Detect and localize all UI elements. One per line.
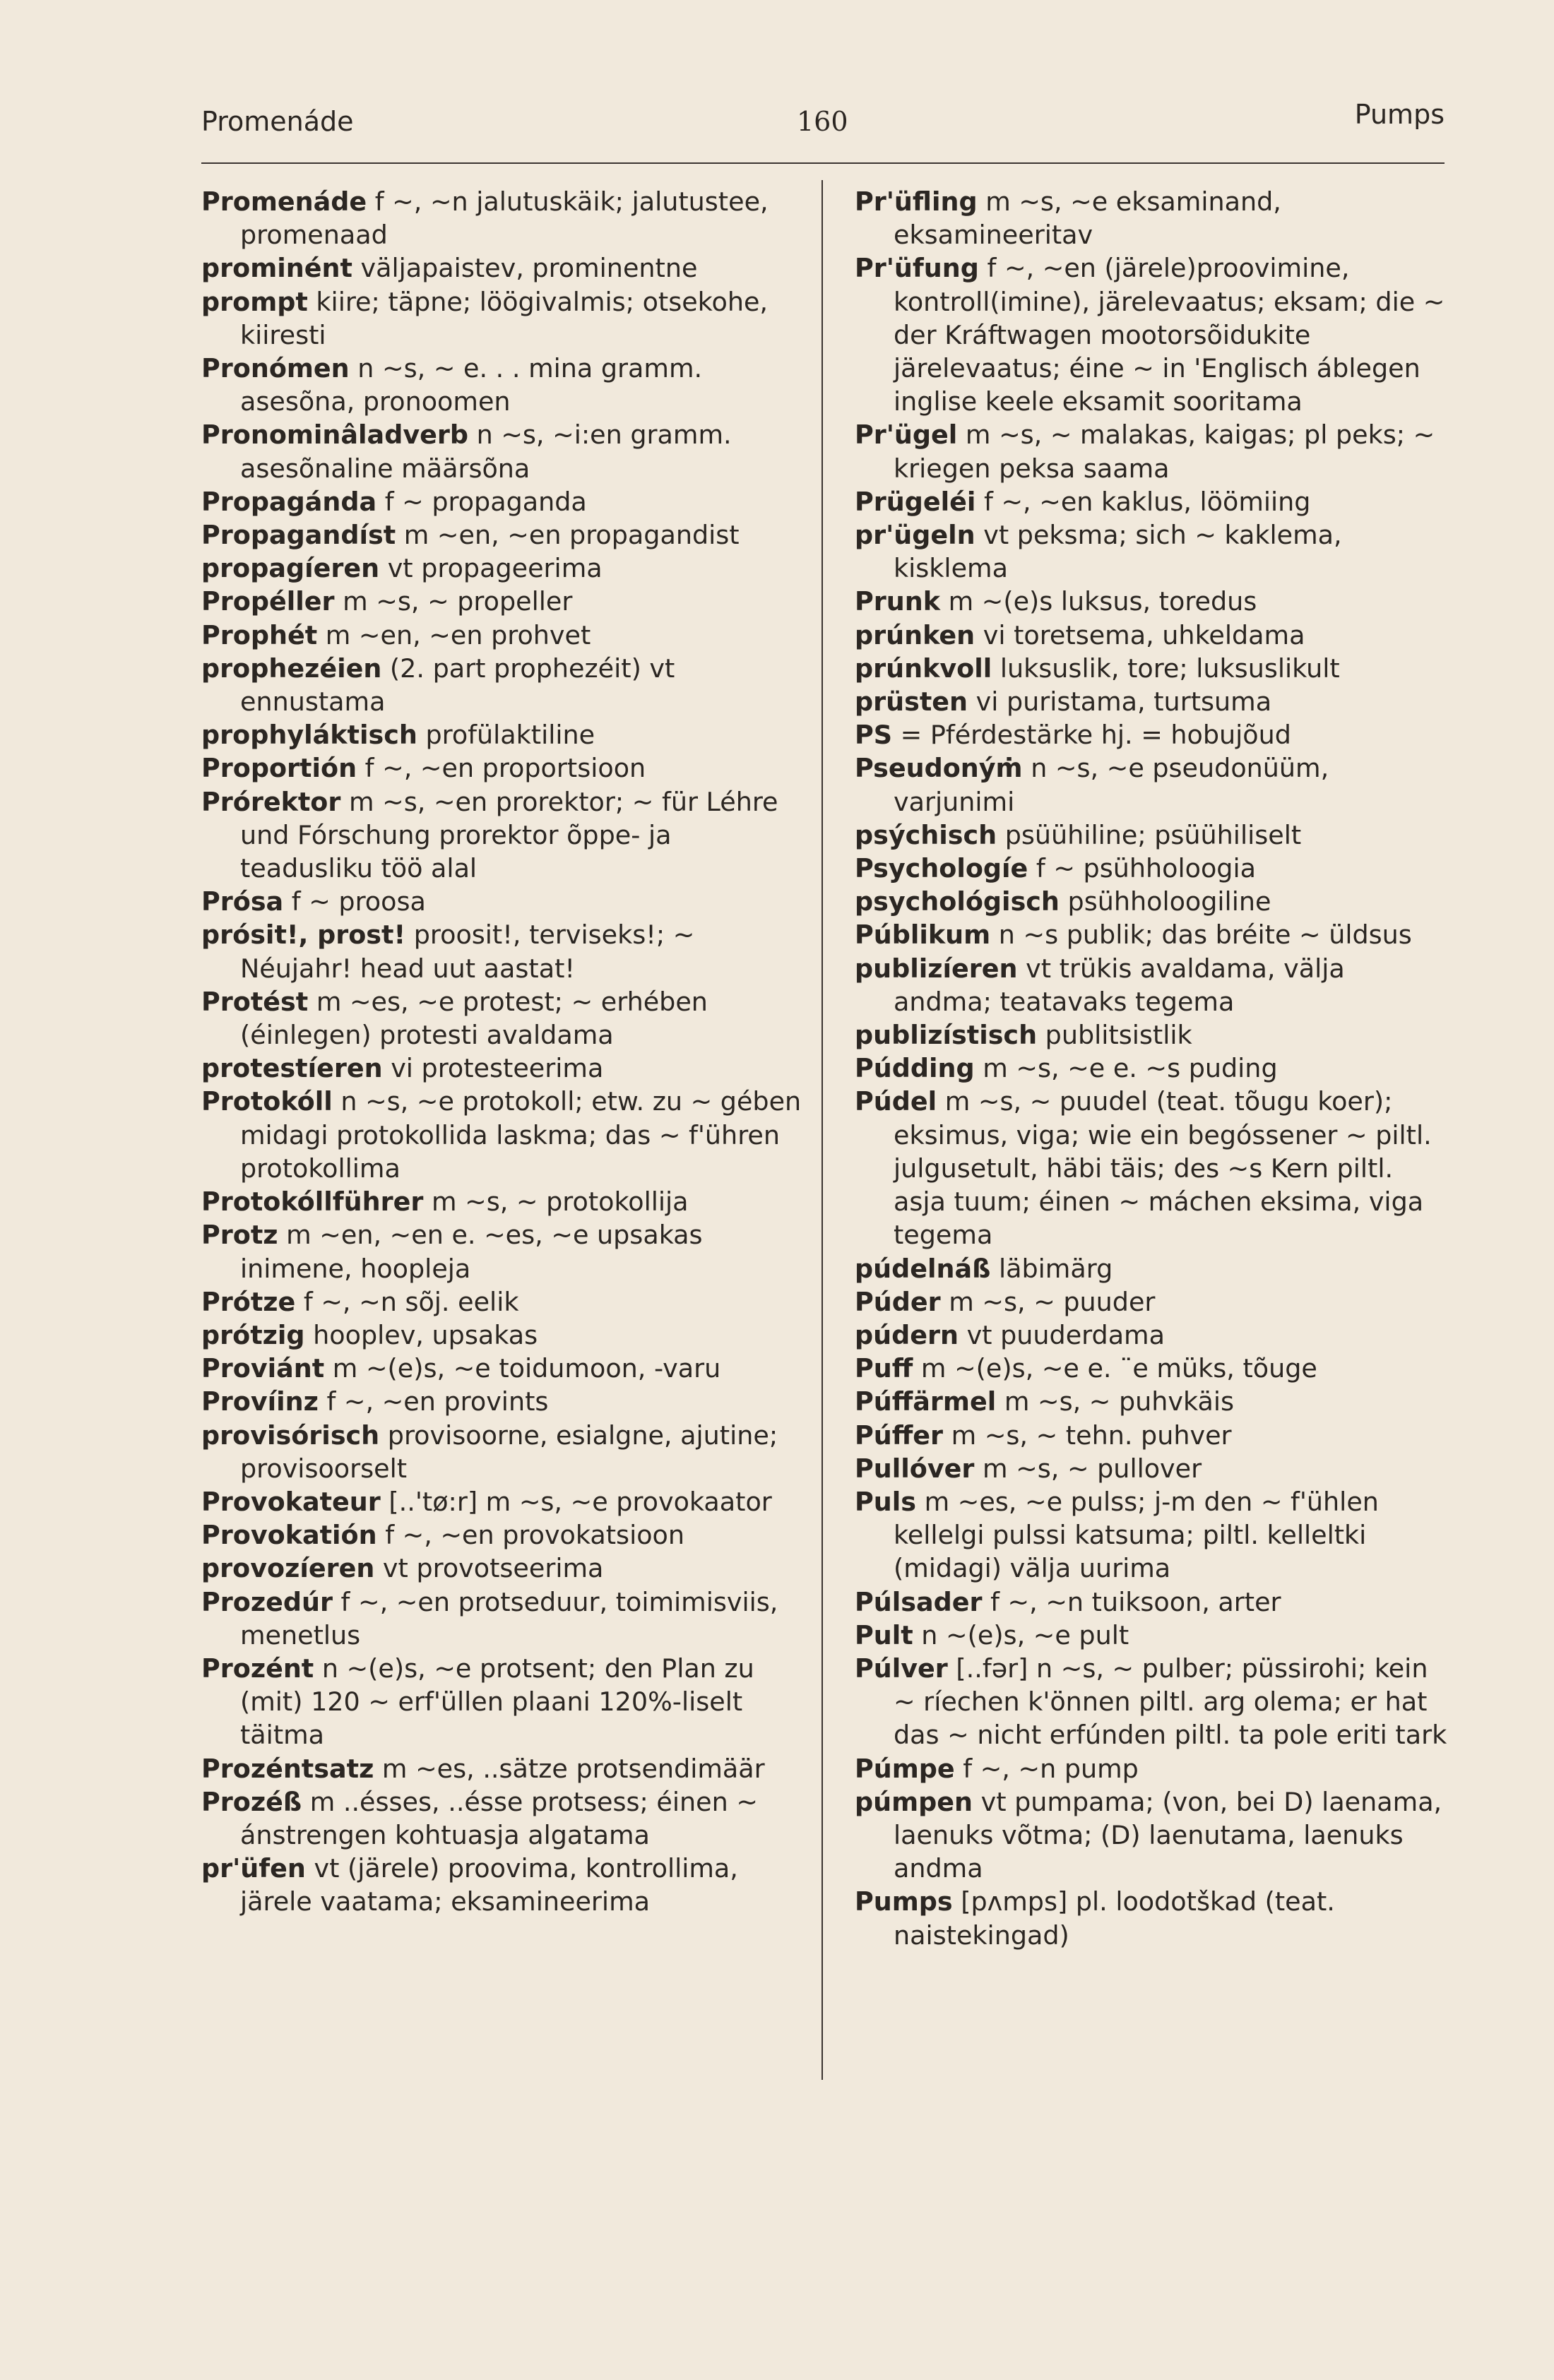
dictionary-entry [855, 1785, 1448, 1886]
dictionary-entry [855, 1385, 1448, 1418]
left-column [201, 185, 809, 1919]
dictionary-entry [201, 1352, 809, 1385]
entry-definition: f ~, ~en kaklus, löömiing [975, 486, 1311, 517]
entry-definition: n ~s, ~e protokoll; etw. zu ~ gében midagi protokollida laskma; das ~ f'ühren protokollima [240, 1086, 802, 1184]
entry-definition: proosit!, terviseks!; ~ Néujahr! head uut aastat! [240, 920, 695, 984]
dictionary-entry [855, 1652, 1448, 1752]
dictionary-entry [201, 185, 809, 251]
entry-definition: vt (järele) proovima, kontrollima, järele vaatama; eksamineerima [240, 1853, 738, 1917]
entry-headword: Prórektor [201, 786, 341, 817]
entry-definition: f ~, ~n tuiksoon, arter [982, 1586, 1281, 1617]
dictionary-entry [201, 1585, 809, 1652]
entry-definition: n ~s publik; das bréite ~ üldsus [990, 920, 1412, 951]
entry-headword: Psychologíe [855, 853, 1028, 884]
entry-headword: Prozedúr [201, 1586, 333, 1617]
entry-headword: PS [855, 720, 893, 751]
entry-headword: publizístisch [855, 1020, 1038, 1051]
entry-definition: f ~, ~en provokatsioon [376, 1520, 685, 1551]
dictionary-entry [855, 1585, 1448, 1619]
entry-definition: m ~en, ~en e. ~es, ~e upsakas inimene, hoopleja [240, 1220, 703, 1284]
entry-definition: vi protesteerima [382, 1053, 604, 1084]
entry-headword: Prósa [201, 886, 284, 917]
entry-headword: prompt [201, 286, 308, 317]
entry-headword: Prozéß [201, 1786, 302, 1817]
entry-definition: hooplev, upsakas [304, 1319, 538, 1350]
dictionary-entry [855, 485, 1448, 518]
entry-definition: vt propageerima [379, 553, 603, 584]
dictionary-entry [855, 1285, 1448, 1319]
entry-definition: f ~ proosa [283, 886, 426, 917]
entry-headword: prúnkvoll [855, 653, 992, 684]
entry-headword: Púmpe [855, 1753, 955, 1784]
entry-definition: (2. part prophezéit) vt ennustama [240, 653, 675, 718]
dictionary-entry [201, 1485, 809, 1518]
entry-definition: f ~, ~en protseduur, toimimisviis, menetlus [240, 1586, 778, 1650]
entry-headword: Pronominâladverb [201, 420, 468, 451]
dictionary-entry [201, 1385, 809, 1418]
entry-definition: f ~ psühholoogia [1028, 853, 1256, 884]
entry-headword: psychológisch [855, 886, 1060, 917]
dictionary-entry [855, 952, 1448, 1018]
dictionary-entry [201, 1785, 809, 1852]
entry-definition: väljapaistev, prominentne [352, 253, 698, 284]
dictionary-entry [201, 1752, 809, 1785]
entry-headword: Prótze [201, 1286, 296, 1317]
entry-headword: Puff [855, 1353, 913, 1384]
dictionary-entry [201, 552, 809, 585]
entry-definition: f ~, ~n pump [954, 1753, 1139, 1784]
dictionary-entry [855, 1018, 1448, 1052]
entry-headword: pr'üfen [201, 1853, 306, 1884]
entry-headword: Propéller [201, 586, 335, 617]
entry-definition: vt trükis avaldama, välja andma; teatavaks tegema [894, 953, 1345, 1017]
entry-definition: f ~, ~n sõj. eelik [295, 1286, 519, 1317]
entry-definition: m ~(e)s, ~e toidumoon, -varu [324, 1353, 721, 1384]
entry-headword: púmpen [855, 1786, 973, 1817]
entry-headword: provozíeren [201, 1553, 375, 1584]
running-head-right: Pumps [1354, 99, 1445, 130]
dictionary-entry [201, 1652, 809, 1752]
dictionary-entry [855, 1752, 1448, 1785]
dictionary-entry [201, 585, 809, 618]
entry-headword: Pseudonýṁ [855, 753, 1023, 784]
dictionary-entry [855, 685, 1448, 718]
dictionary-entry [201, 619, 809, 652]
entry-headword: Prozéntsatz [201, 1753, 374, 1784]
entry-headword: Pult [855, 1619, 913, 1650]
entry-definition: n ~s, ~e pseudonüüm, varjunimi [894, 753, 1329, 817]
dictionary-entry [201, 251, 809, 285]
dictionary-entry [201, 285, 809, 352]
entry-definition: provisoorne, esialgne, ajutine; provisoorselt [240, 1420, 778, 1484]
entry-headword: Protést [201, 986, 309, 1017]
dictionary-entry [201, 1852, 809, 1918]
dictionary-entry [855, 518, 1448, 585]
dictionary-entry [855, 819, 1448, 852]
entry-headword: Provokatión [201, 1520, 377, 1551]
entry-headword: Províinz [201, 1386, 319, 1417]
right-column [855, 185, 1448, 1952]
column-separator [822, 180, 823, 2080]
dictionary-entry [201, 885, 809, 918]
entry-definition: m ~s, ~ malakas, kaigas; pl peks; ~ kriegen peksa saama [894, 420, 1435, 484]
entry-headword: Pr'üfling [855, 186, 978, 217]
dictionary-entry [855, 852, 1448, 885]
dictionary-entry [855, 1052, 1448, 1085]
entry-definition: n ~s, ~ e. . . mina gramm. asesõna, pronoomen [240, 353, 703, 417]
entry-definition: kiire; täpne; löögivalmis; otsekohe, kiiresti [240, 286, 769, 350]
entry-headword: púdelnáß [855, 1253, 991, 1284]
entry-definition: m ~es, ..sätze protsendimäär [374, 1753, 765, 1784]
entry-headword: propagíeren [201, 553, 380, 584]
entry-definition: f ~, ~en proportsioon [357, 753, 646, 784]
dictionary-entry [855, 619, 1448, 652]
dictionary-entry [201, 1285, 809, 1319]
dictionary-entry [201, 1085, 809, 1185]
entry-headword: Proportión [201, 753, 357, 784]
entry-headword: Púdel [855, 1086, 937, 1117]
dictionary-entry [855, 885, 1448, 918]
header-rule [201, 162, 1445, 164]
dictionary-entry [855, 185, 1448, 251]
entry-headword: Protokóll [201, 1086, 333, 1117]
entry-headword: Púlver [855, 1653, 948, 1684]
dictionary-entry [855, 1885, 1448, 1951]
entry-definition: m ~s, ~ protokollija [423, 1186, 689, 1218]
entry-definition: m ~s, ~en prorektor; ~ für Léhre und Fórschung prorektor õppe- ja teadusliku töö alal [240, 786, 778, 884]
entry-headword: pr'ügeln [855, 520, 975, 551]
entry-definition: m ~s, ~ tehn. puhver [943, 1420, 1232, 1451]
dictionary-entry [201, 1218, 809, 1285]
dictionary-entry [201, 1052, 809, 1085]
page-number: 160 [797, 106, 848, 137]
entry-definition: f ~, ~en (järele)proovimine, kontroll(imine), järelevaatus; eksam; die ~ der Kráftwagen mootorsõidukite järelevaatus; éine ~ in 'Englisch áblegen inglise keele eksamit sooritama [894, 253, 1445, 417]
entry-headword: Propagánda [201, 486, 377, 517]
dictionary-entry [855, 251, 1448, 418]
entry-headword: Púder [855, 1286, 941, 1317]
entry-headword: Prügeléi [855, 486, 976, 517]
entry-definition: publitsistlik [1037, 1020, 1192, 1051]
entry-headword: Públikum [855, 920, 991, 951]
entry-headword: Prophét [201, 619, 318, 650]
dictionary-entry [855, 918, 1448, 951]
entry-definition: m ~es, ~e protest; ~ erhében (éinlegen) protesti avaldama [240, 986, 708, 1051]
entry-headword: prüsten [855, 686, 968, 718]
dictionary-entry [855, 751, 1448, 818]
entry-definition: m ~en, ~en prohvet [317, 619, 591, 650]
entry-headword: púdern [855, 1319, 959, 1350]
entry-definition: m ~s, ~ propeller [334, 586, 573, 617]
entry-definition: m ~(e)s luksus, toredus [940, 586, 1257, 617]
entry-headword: Pr'ügel [855, 420, 958, 451]
entry-definition: m ~s, ~ puudel (teat. tõugu koer); eksimus, viga; wie ein begóssener ~ piltl. julgusetult, häbi täis; des ~s Kern piltl. asja tuum; éinen ~ máchen eksima, viga tegema [894, 1086, 1432, 1251]
entry-headword: Pronómen [201, 353, 350, 384]
dictionary-entry [855, 1352, 1448, 1385]
dictionary-entry [201, 418, 809, 484]
dictionary-entry [855, 1485, 1448, 1585]
dictionary-entry [855, 418, 1448, 484]
dictionary-entry [201, 485, 809, 518]
entry-headword: prósit!, prost! [201, 920, 406, 951]
entry-definition: profülaktiline [417, 720, 595, 751]
dictionary-entry [201, 1319, 809, 1352]
entry-definition: vt provotseerima [374, 1553, 604, 1584]
entry-definition: [..'tø:r] m ~s, ~e provokaator [380, 1486, 772, 1517]
entry-headword: Proviánt [201, 1353, 325, 1384]
entry-definition: m ~s, ~e e. ~s puding [974, 1053, 1278, 1084]
entry-headword: Pumps [855, 1886, 953, 1917]
entry-headword: prótzig [201, 1319, 305, 1350]
entry-headword: psýchisch [855, 819, 997, 850]
entry-headword: Púdding [855, 1053, 975, 1084]
dictionary-entry [855, 585, 1448, 618]
entry-definition: vi toretsema, uhkeldama [975, 619, 1305, 650]
entry-definition: m ~en, ~en propagandist [396, 520, 740, 551]
dictionary-entry [201, 1518, 809, 1552]
dictionary-entry [201, 985, 809, 1052]
dictionary-entry [855, 1419, 1448, 1452]
entry-definition: f ~, ~en provints [318, 1386, 549, 1417]
entry-definition: m ~s, ~ puhvkäis [996, 1386, 1235, 1417]
entry-definition: [..fər] n ~s, ~ pulber; püssirohi; kein ~ ríechen k'önnen piltl. arg olema; er hat das ~ nicht erfúnden piltl. ta pole eriti tark [894, 1653, 1447, 1751]
entry-definition: [pʌmps] pl. loodotškad (teat. naistekingad) [894, 1886, 1335, 1951]
dictionary-entry [201, 352, 809, 418]
dictionary-entry [855, 1085, 1448, 1251]
entry-definition: läbimärg [990, 1253, 1113, 1284]
dictionary-entry [201, 1185, 809, 1218]
entry-headword: protestíeren [201, 1053, 383, 1084]
dictionary-entry [855, 718, 1448, 751]
entry-definition: m ..ésses, ..ésse protsess; éinen ~ ánstrengen kohtuasja algatama [240, 1786, 758, 1850]
entry-definition: n ~(e)s, ~e protsent; den Plan zu (mit) 120 ~ erf'üllen plaani 120%-liselt täitma [240, 1653, 754, 1751]
entry-headword: Protz [201, 1220, 278, 1251]
entry-definition: n ~s, ~i:en gramm. asesõnaline määrsõna [240, 420, 732, 484]
entry-definition: m ~es, ~e pulss; j-m den ~ f'ühlen kellelgi pulssi katsuma; piltl. kelleltki (midagi) välja uurima [894, 1486, 1379, 1584]
entry-definition: = Pférdestärke hj. = hobujõud [892, 720, 1291, 751]
entry-headword: Propagandíst [201, 520, 396, 551]
entry-headword: Púffärmel [855, 1386, 997, 1417]
dictionary-entry [201, 718, 809, 751]
entry-definition: m ~s, ~e eksaminand, eksamineeritav [894, 186, 1281, 251]
dictionary-entry [201, 518, 809, 552]
entry-definition: vt pumpama; (von, bei D) laenama, laenuks võtma; (D) laenutama, laenuks andma [894, 1786, 1442, 1884]
entry-definition: psüühiline; psüühiliselt [997, 819, 1302, 850]
entry-definition: psühholoogiline [1059, 886, 1271, 917]
entry-definition: m ~s, ~ pullover [974, 1453, 1202, 1484]
entry-definition: f ~, ~n jalutuskäik; jalutustee, promenaad [240, 186, 769, 251]
running-head-left: Promenáde [201, 106, 354, 137]
entry-headword: Prunk [855, 586, 940, 617]
entry-headword: prúnken [855, 619, 975, 650]
entry-headword: Púlsader [855, 1586, 983, 1617]
entry-headword: Provokateur [201, 1486, 381, 1517]
dictionary-entry [855, 1252, 1448, 1285]
entry-definition: m ~(e)s, ~e e. ¨e müks, tõuge [913, 1353, 1317, 1384]
entry-headword: Púffer [855, 1420, 944, 1451]
entry-headword: prophyláktisch [201, 720, 417, 751]
dictionary-entry [855, 652, 1448, 685]
entry-headword: Protokóllführer [201, 1186, 424, 1218]
entry-definition: vt puuderdama [958, 1319, 1165, 1350]
entry-headword: Puls [855, 1486, 916, 1517]
dictionary-entry [201, 652, 809, 718]
entry-headword: Pullóver [855, 1453, 975, 1484]
dictionary-entry [201, 785, 809, 886]
entry-definition: luksuslik, tore; luksuslikult [992, 653, 1340, 684]
entry-headword: publizíeren [855, 953, 1018, 984]
entry-headword: Pr'üfung [855, 253, 979, 284]
dictionary-entry [855, 1619, 1448, 1652]
entry-headword: prophezéien [201, 653, 382, 684]
entry-definition: vt peksma; sich ~ kaklema, kisklema [894, 520, 1342, 584]
dictionary-entry [855, 1452, 1448, 1485]
entry-headword: Promenáde [201, 186, 367, 217]
entry-definition: f ~ propaganda [376, 486, 587, 517]
entry-headword: Prozént [201, 1653, 314, 1684]
dictionary-entry [201, 1552, 809, 1585]
entry-headword: provisórisch [201, 1420, 380, 1451]
entry-definition: m ~s, ~ puuder [940, 1286, 1156, 1317]
dictionary-entry [855, 1319, 1448, 1352]
entry-definition: n ~(e)s, ~e pult [913, 1619, 1129, 1650]
entry-definition: vi puristama, turtsuma [968, 686, 1272, 718]
dictionary-entry [201, 1419, 809, 1485]
dictionary-entry [201, 918, 809, 984]
entry-headword: prominént [201, 253, 352, 284]
dictionary-entry [201, 751, 809, 785]
